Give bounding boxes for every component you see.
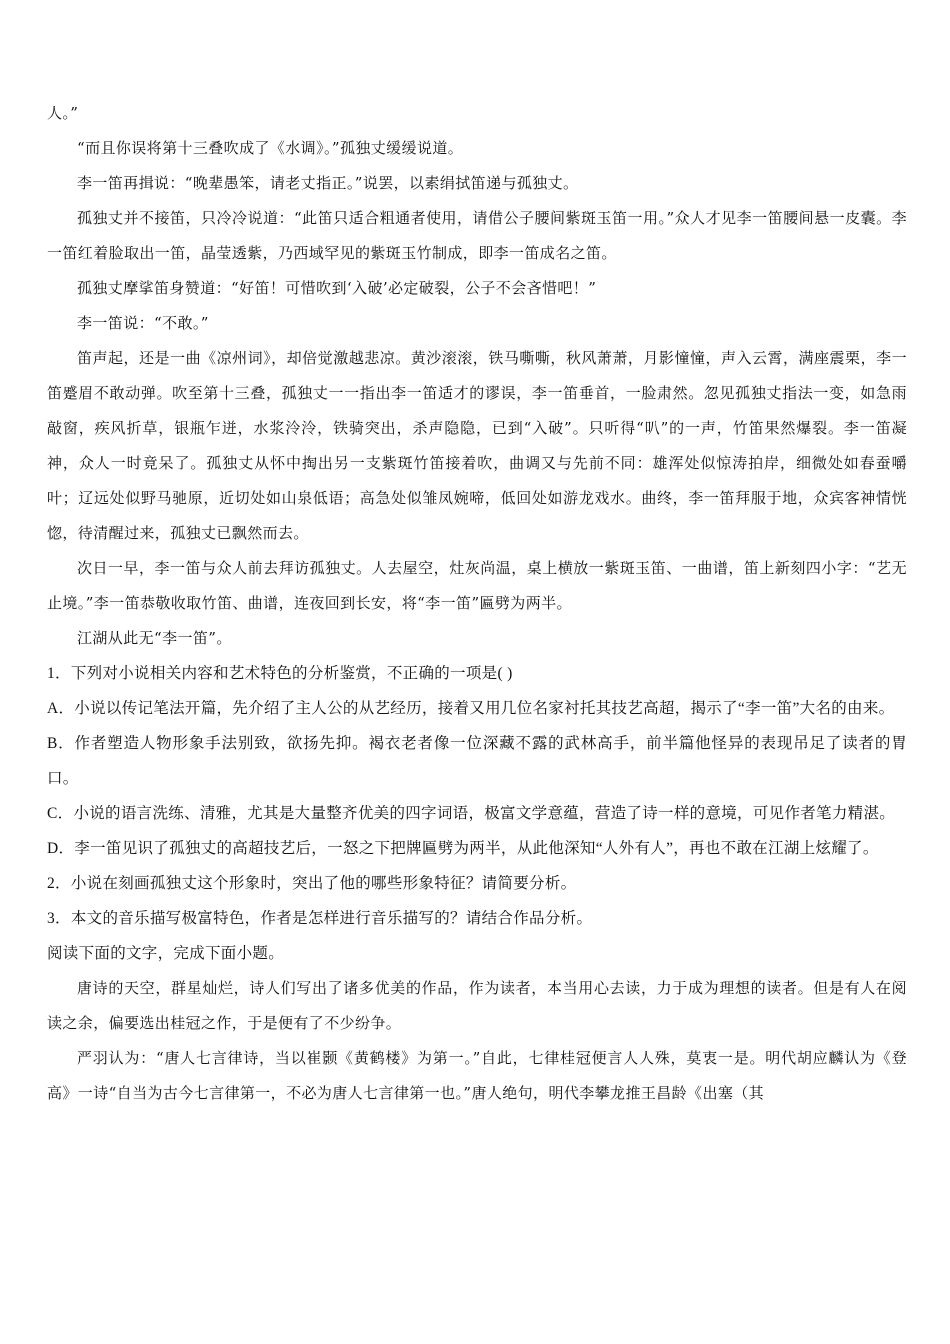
question-1-stem: 1．下列对小说相关内容和艺术特色的分析鉴赏，不正确的一项是( ) — [47, 665, 513, 682]
question-1-option-a: A．小说以传记笔法开篇，先介绍了主人公的从艺经历，接着又用几位名家衬托其技艺高超，揭示了“李一笛”大名的由来。 — [47, 700, 895, 717]
story-paragraph: 李一笛说：“不敢。” — [77, 314, 209, 332]
question-1-option-d: D．李一笛见识了孤独丈的高超技艺后，一怒之下把牌匾劈为两半，从此他深知“人外有人”，再也不敢在江湖上炫耀了。 — [47, 840, 879, 857]
question-3: 3．本文的音乐描写极富特色，作者是怎样进行音乐描写的？请结合作品分析。 — [47, 910, 593, 927]
question-1-option-b: B．作者塑造人物形象手法别致，欲扬先抑。褐衣老者像一位深藏不露的武林高手，前半篇他怪异的表现吊足了读者的胃口。 — [47, 735, 907, 787]
question-1-option-c: C．小说的语言洗练、清雅，尤其是大量整齐优美的四字词语，极富文学意蕴，营造了诗一样的意境，可见作者笔力精湛。 — [47, 805, 896, 822]
question-2: 2．小说在刻画孤独丈这个形象时，突出了他的哪些形象特征？请简要分析。 — [47, 875, 577, 892]
story-paragraph: 孤独丈摩挲笛身赞道：“好笛！可惜吹到‘入破’必定破裂，公子不会吝惜吧！” — [77, 279, 597, 297]
story-paragraph: 次日一早，李一笛与众人前去拜访孤独丈。人去屋空，灶灰尚温，桌上横放一紫斑玉笛、一曲谱，笛上新刻四小字：“艺无止境。”李一笛恭敬收取竹笛、曲谱，连夜回到长安，将“李一笛”匾劈为两半。 — [47, 559, 907, 612]
reading-instruction: 阅读下面的文字，完成下面小题。 — [47, 945, 285, 962]
story-paragraph: “而且你误将第十三叠吹成了《水调》。”孤独丈缓缓说道。 — [77, 139, 464, 157]
document-body — [47, 96, 907, 1111]
essay-paragraph: 唐诗的天空，群星灿烂，诗人们写出了诸多优美的作品，作为读者，本当用心去读，力于成为理想的读者。但是有人在阅读之余，偏要选出桂冠之作，于是便有了不少纷争。 — [47, 979, 907, 1032]
story-paragraph: 笛声起，还是一曲《凉州词》，却倍觉激越悲凉。黄沙滚滚，铁马嘶嘶，秋风萧萧，月影憧憧，声入云霄，满座震栗，李一笛蹙眉不敢动弹。吹至第十三叠，孤独丈一一指出李一笛适才的谬误，李一笛垂首，一脸肃然。忽见孤独丈指法一变，如急雨敲窗，疾风折草，银瓶乍迸，水浆泠泠，铁骑突出，杀声隐隐，已到“入破”。只听得“叭”的一声，竹笛果然爆裂。李一笛凝神，众人一时竟呆了。孤独丈从怀中掏出另一支紫斑竹笛接着吹，曲调又与先前不同：雄浑处似惊涛拍岸，细微处如春蚕嚼叶；辽远处似野马驰原，近切处如山泉低语；高急处似雏凤婉啼，低回处如游龙戏水。曲终，李一笛拜服于地，众宾客神情恍惚，待清醒过来，孤独丈已飘然而去。 — [47, 349, 907, 542]
essay-paragraph: 严羽认为：“唐人七言律诗，当以崔颢《黄鹤楼》为第一。”自此，七律桂冠便言人人殊，莫衷一是。明代胡应麟认为《登高》一诗“自当为古今七言律第一，不必为唐人七言律第一也。”唐人绝句，明代李攀龙推王昌龄《出塞（其 — [47, 1049, 907, 1102]
story-paragraph: 孤独丈并不接笛，只冷冷说道：“此笛只适合粗通者使用，请借公子腰间紫斑玉笛一用。”众人才见李一笛腰间悬一皮囊。李一笛红着脸取出一笛，晶莹透紫，乃西域罕见的紫斑玉竹制成，即李一笛成名之笛。 — [47, 209, 907, 262]
story-paragraph: 李一笛再揖说：“晚辈愚笨，请老丈指正。”说罢，以素绢拭笛递与孤独丈。 — [77, 174, 579, 192]
story-paragraph: 江湖从此无“李一笛”。 — [77, 629, 232, 647]
story-paragraph-continued: 人。” — [47, 104, 79, 122]
